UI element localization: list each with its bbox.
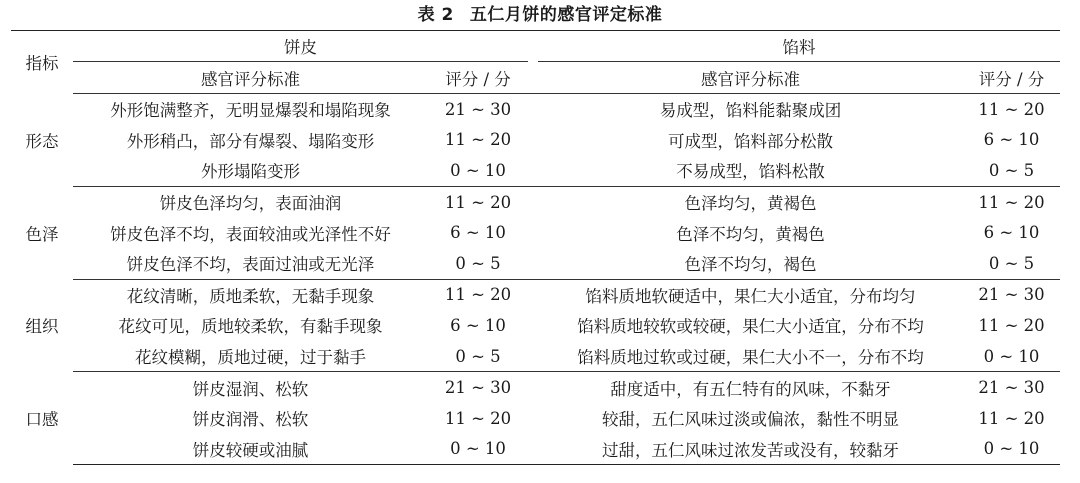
crust-criteria-cell: 外形饱满整齐，无明显爆裂和塌陷现象 xyxy=(110,101,391,121)
crust-score-cell: 11 ~ 20 xyxy=(444,285,512,305)
indicator-cell: 口感 xyxy=(25,410,59,430)
crust-score-cell: 21 ~ 30 xyxy=(444,378,512,398)
header-row-sub xyxy=(11,62,1060,94)
column-gap xyxy=(528,434,538,465)
header-row-top xyxy=(11,31,1060,62)
indicator-cell: 色泽 xyxy=(25,224,59,244)
filling-score-cell: 11 ~ 20 xyxy=(978,99,1045,119)
table-row xyxy=(11,279,1060,310)
table-row xyxy=(11,217,1060,248)
header-filling: 馅料 xyxy=(538,31,1060,62)
crust-criteria-cell: 花纹清晰，质地柔软，无黏手现象 xyxy=(126,286,375,306)
filling-criteria-cell: 过甜，五仁风味过浓发苦或没有，较黏牙 xyxy=(538,434,963,465)
crust-score-cell: 6 ~ 10 xyxy=(450,315,506,335)
crust-criteria-cell: 外形稍凸，部分有爆裂、塌陷变形 xyxy=(126,131,375,151)
crust-score-cell: 11 ~ 20 xyxy=(444,192,512,212)
filling-score-cell: 21 ~ 30 xyxy=(978,378,1045,398)
header-crust-criteria: 感官评分标准 xyxy=(73,62,428,94)
table-row xyxy=(11,403,1060,434)
column-gap xyxy=(528,341,538,372)
column-gap xyxy=(528,217,538,248)
filling-score-cell: 21 ~ 30 xyxy=(978,285,1045,305)
indicator-cell: 组织 xyxy=(25,317,59,337)
filling-score-cell: 0 ~ 10 xyxy=(963,341,1060,372)
table-row xyxy=(11,155,1060,186)
crust-criteria-cell: 饼皮润滑、松软 xyxy=(192,410,309,430)
filling-score-cell: 11 ~ 20 xyxy=(978,192,1045,212)
filling-criteria-cell: 色泽不均匀，黄褐色 xyxy=(676,224,825,244)
column-gap xyxy=(528,186,538,217)
crust-criteria-cell: 外形塌陷变形 xyxy=(73,155,428,186)
header-filling-criteria: 感官评分标准 xyxy=(538,62,963,94)
table-row xyxy=(11,310,1060,341)
filling-score-cell: 11 ~ 20 xyxy=(978,315,1045,335)
column-gap xyxy=(528,372,538,403)
crust-score-cell: 21 ~ 30 xyxy=(444,99,512,119)
crust-criteria-cell: 饼皮色泽不均，表面较油或光泽性不好 xyxy=(110,224,391,244)
column-gap xyxy=(528,155,538,186)
column-gap xyxy=(528,310,538,341)
filling-criteria-cell: 馅料质地较软或较硬，果仁大小适宜，分布不均 xyxy=(577,317,924,337)
table-row xyxy=(11,186,1060,217)
filling-criteria-cell: 不易成型，馅料松散 xyxy=(538,155,963,186)
table-row xyxy=(11,372,1060,403)
crust-criteria-cell: 饼皮色泽均匀，表面油润 xyxy=(159,194,342,214)
table-caption xyxy=(0,3,1080,27)
filling-score-cell: 0 ~ 5 xyxy=(963,155,1060,186)
filling-score-cell: 11 ~ 20 xyxy=(978,408,1045,428)
crust-score-cell: 0 ~ 5 xyxy=(428,248,528,279)
crust-score-cell: 0 ~ 10 xyxy=(428,155,528,186)
crust-criteria-cell: 饼皮较硬或油腻 xyxy=(73,434,428,465)
header-crust-score: 评分 / 分 xyxy=(428,62,528,94)
table-row xyxy=(11,94,1060,125)
filling-score-cell: 0 ~ 5 xyxy=(963,248,1060,279)
crust-score-cell: 11 ~ 20 xyxy=(444,408,512,428)
filling-criteria-cell: 馅料质地过软或过硬，果仁大小不一，分布不均 xyxy=(538,341,963,372)
table-row xyxy=(11,434,1060,465)
filling-criteria-cell: 可成型，馅料部分松散 xyxy=(668,131,833,151)
column-gap xyxy=(528,125,538,156)
filling-score-cell: 6 ~ 10 xyxy=(983,130,1040,150)
column-gap xyxy=(528,403,538,434)
header-crust: 饼皮 xyxy=(73,31,528,62)
column-gap xyxy=(528,248,538,279)
column-gap xyxy=(528,279,538,310)
filling-criteria-cell: 甜度适中，有五仁特有的风味，不黏牙 xyxy=(610,379,891,399)
table-row xyxy=(11,125,1060,156)
indicator-cell: 形态 xyxy=(25,131,59,151)
table-title: 五仁月饼的感官评定标准 xyxy=(469,5,663,25)
crust-criteria-cell: 饼皮色泽不均，表面过油或无光泽 xyxy=(73,248,428,279)
filling-criteria-cell: 色泽均匀，黄褐色 xyxy=(684,194,817,214)
filling-criteria-cell: 较甜，五仁风味过淡或偏浓，黏性不明显 xyxy=(602,410,899,430)
crust-score-cell: 6 ~ 10 xyxy=(450,223,506,243)
sensory-evaluation-table xyxy=(11,30,1060,465)
filling-criteria-cell: 易成型，馅料能黏聚成团 xyxy=(659,101,842,121)
crust-score-cell: 0 ~ 10 xyxy=(428,434,528,465)
crust-criteria-cell: 饼皮湿润、松软 xyxy=(192,379,309,399)
filling-criteria-cell: 色泽不均匀，褐色 xyxy=(538,248,963,279)
table-row xyxy=(11,248,1060,279)
filling-criteria-cell: 馅料质地软硬适中，果仁大小适宜，分布均匀 xyxy=(585,286,916,306)
crust-criteria-cell: 花纹模糊，质地过硬，过于黏手 xyxy=(73,341,428,372)
table-row xyxy=(11,341,1060,372)
header-filling-score: 评分 / 分 xyxy=(963,62,1060,94)
table-number: 表 2 xyxy=(417,5,454,25)
column-gap xyxy=(528,94,538,125)
filling-score-cell: 0 ~ 10 xyxy=(963,434,1060,465)
crust-score-cell: 0 ~ 5 xyxy=(428,341,528,372)
crust-criteria-cell: 花纹可见，质地较柔软，有黏手现象 xyxy=(118,317,383,337)
header-indicator: 指标 xyxy=(11,31,73,94)
crust-score-cell: 11 ~ 20 xyxy=(444,130,512,150)
filling-score-cell: 6 ~ 10 xyxy=(983,223,1040,243)
